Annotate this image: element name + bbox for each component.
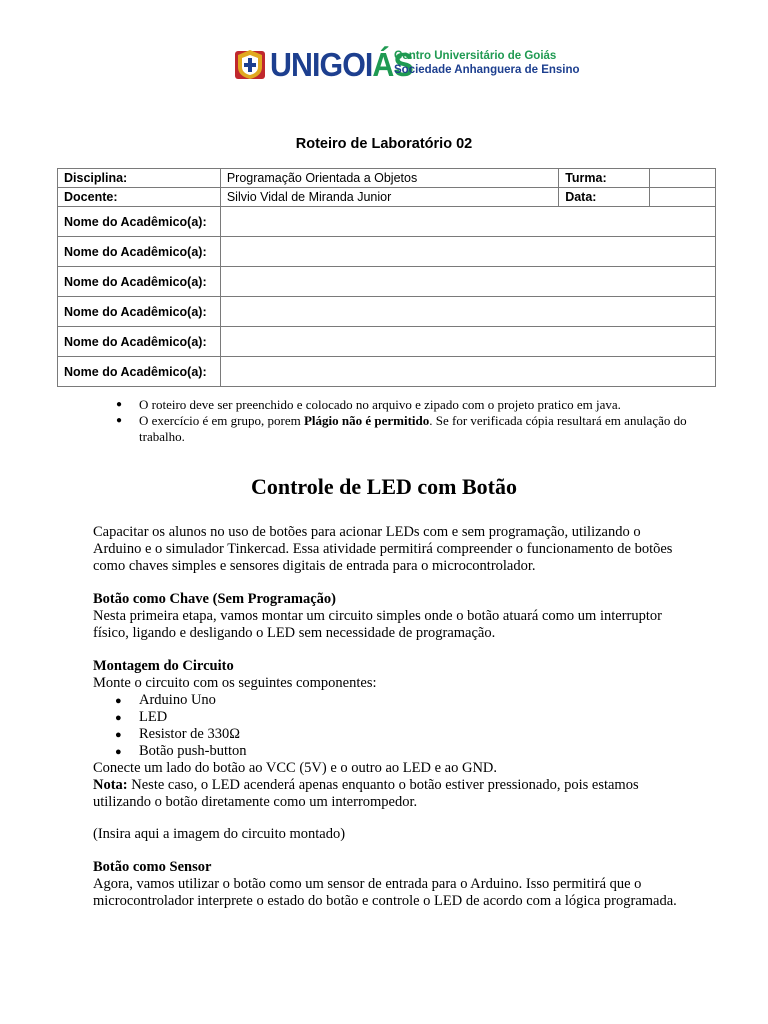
disciplina-value: Programação Orientada a Objetos [220,169,558,188]
student-name-field[interactable] [220,237,715,267]
section-switch [93,591,683,642]
student-label: Nome do Acadêmico(a): [58,357,221,387]
student-name-field[interactable] [220,297,715,327]
university-crest-icon [234,47,266,81]
student-name-field[interactable] [220,207,715,237]
brand-subtitle-line1: Centro Universitário de Goiás [394,50,557,62]
instruction-text-pre: O exercício é em grupo, porem [139,413,304,428]
info-table [57,168,716,387]
student-label: Nome do Acadêmico(a): [58,237,221,267]
turma-label: Turma: [559,169,650,188]
instructions-list [116,397,696,445]
list-item: ● LED [93,709,683,726]
table-row-student [58,237,716,267]
table-row-student [58,297,716,327]
section-heading: Montagem do Circuito [93,658,234,674]
list-item: ● Resistor de 330Ω [93,726,683,743]
main-title: Controle de LED com Botão [250,474,518,499]
table-row-student [58,327,716,357]
image-placeholder: (Insira aqui a imagem do circuito montado) [93,826,346,842]
instruction-item [116,413,696,445]
table-row-student [58,357,716,387]
section-sensor [93,859,683,910]
connect-instruction: Conecte um lado do botão ao VCC (5V) e o outro ao LED e ao GND. [93,760,498,776]
list-item: ● Arduino Uno [93,692,683,709]
section-paragraph: Agora, vamos utilizar o botão como um sensor de entrada para o Arduino. Isso permitirá que o microcontrolador interprete o estado do botão e controle o LED de acordo com a lógica programada. [93,876,677,909]
brand-subtitle [394,49,580,77]
section-paragraph: Nesta primeira etapa, vamos montar um circuito simples onde o botão atuará como um interruptor físico, ligando e desligando o LED sem necessidade de programação. [93,608,662,641]
note-paragraph [93,777,683,811]
intro-paragraph: Capacitar os alunos no uso de botões para acionar LEDs com e sem programação, utilizando o Arduino e o simulador Tinkercad. Essa atividade permitirá compreender o funcionamento de botões como chaves simples e sensores digitais de entrada para o microcontrolador. [93,524,673,574]
student-name-field[interactable] [220,267,715,297]
table-row-student [58,207,716,237]
disciplina-label: Disciplina: [58,169,221,188]
section-circuit [93,658,683,843]
brand-accent: ÁS [372,45,413,83]
student-name-field[interactable] [220,327,715,357]
docente-label: Docente: [58,188,221,207]
intro-section [93,524,683,575]
student-label: Nome do Acadêmico(a): [58,327,221,357]
brand-subtitle-line2: Sociedade Anhanguera de Ensino [394,64,580,76]
brand-wordmark [270,45,413,83]
section-heading: Botão como Chave (Sem Programação) [93,591,336,607]
table-row-docente [58,188,716,207]
student-label: Nome do Acadêmico(a): [58,297,221,327]
student-label: Nome do Acadêmico(a): [58,267,221,297]
note-label: Nota: [93,777,128,793]
turma-field[interactable] [650,169,716,188]
section-paragraph: Monte o circuito com os seguintes componentes: [93,675,377,691]
docente-value: Silvio Vidal de Miranda Junior [220,188,558,207]
student-label: Nome do Acadêmico(a): [58,207,221,237]
section-heading: Botão como Sensor [93,859,212,875]
note-text: Neste caso, o LED acenderá apenas enquanto o botão estiver pressionado, pois estamos utilizando o botão diretamente como um interrompedor. [93,777,639,810]
plagiarism-warning: Plágio não é permitido [303,413,430,428]
table-row-disciplina [58,169,716,188]
data-field[interactable] [650,188,716,207]
instruction-text: O roteiro deve ser preenchido e colocado no arquivo e zipado com o projeto pratico em java. [139,397,621,412]
list-item: ● Botão push-button [93,743,683,760]
brand-main: UNIGOI [270,45,373,83]
student-name-field[interactable] [220,357,715,387]
lab-title: Roteiro de Laboratório 02 [295,136,473,152]
instruction-item [116,397,696,413]
table-row-student [58,267,716,297]
instruction-text-post: . Se for verificada cópia resultará em anulação do trabalho. [139,413,687,444]
header-logo [234,44,580,84]
components-list [93,692,683,760]
data-label: Data: [559,188,650,207]
